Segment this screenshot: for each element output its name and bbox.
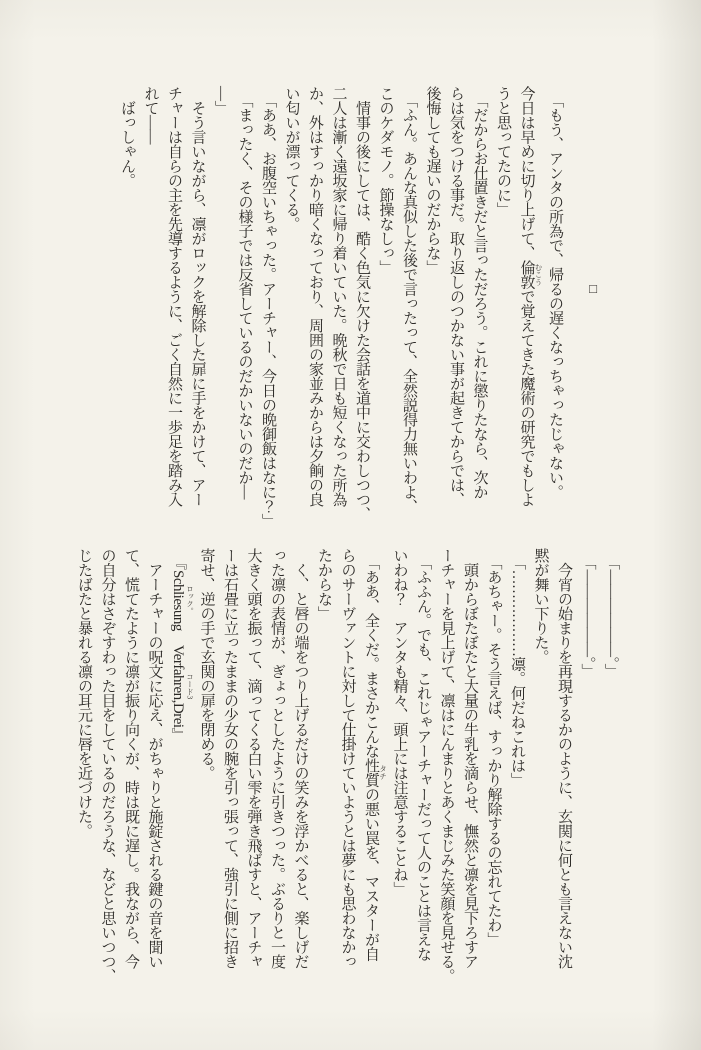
text-block-top xyxy=(115,86,567,556)
text-column: 「ふふん。でも、これじゃアーチャーだって人のことは言えな xyxy=(415,548,431,961)
text-column: の自分はさぞすわった目をしているのだろうな、などと思いつつ、 xyxy=(99,548,116,983)
text-column: 黙が舞い下りた。 xyxy=(532,548,549,664)
text-column: 今日は早めに切り上げて、倫敦 むこうで覚えてきた魔術の研究でもしよ xyxy=(518,86,543,507)
text-column: 二人は漸く遠坂家に帰り着いていた。晩秋で日も短くなった所為 xyxy=(330,86,347,507)
text-column: 「ふん。あんな真似した後で言ったって、全然説得力無いわよ、 xyxy=(401,86,417,514)
text-column: らは気をつける事だ。取り返しのつかない事が起きてからでは、 xyxy=(448,86,464,507)
text-column: そう言いながら、凛がロックを解除した扉に手をかけて、アー xyxy=(189,86,206,507)
text-block-bottom xyxy=(72,548,623,1028)
text-column: く、と唇の端をつり上げるだけの笑みを浮かべると、楽しげだ xyxy=(292,548,309,969)
text-column: 「だからお仕置きだと言っただろう。これに懲りたなら、次か xyxy=(471,86,488,499)
text-column: このケダモノ。節操なしっ」 xyxy=(377,86,394,275)
text-column: たからな」 xyxy=(316,548,332,621)
text-column: 「――――――。」 xyxy=(579,548,596,678)
text-column: ―」 xyxy=(213,86,229,115)
text-column: 「まったく、その様子では反省しているのだかいないのだか― xyxy=(236,86,253,499)
text-column: 「あちゃー。そう言えば、すっかり解除するの忘れてたわ」 xyxy=(485,548,502,947)
text-column: らのサーヴァントに対して仕掛けていようとは夢にも思わなかっ xyxy=(339,548,356,969)
text-column: じたばたと暴れる凛の耳元に唇を近づけた。 xyxy=(76,548,92,838)
text-column: か、外はすっかり暗くなっており、周囲の家並みからは夕餉の良 xyxy=(307,86,323,507)
text-column: 後悔しても遅いのだからな」 xyxy=(424,86,441,275)
text-column: いわね？ アンタも精々、頭上には注意することね」 xyxy=(391,548,408,896)
text-column: 寄せ、逆の手で玄関の扉を閉める。 xyxy=(198,548,215,780)
section-divider: □ xyxy=(589,281,597,296)
text-column: て、慌てたように凛が振り向くが、時は既に遅し。我ながら、今 xyxy=(123,548,139,969)
text-column: い匂いが漂ってくる。 xyxy=(283,86,300,231)
text-column: 頭からぼたぼたと大量の牛乳を滴らせ、憮然と凛を見下ろすア xyxy=(462,548,478,969)
text-column: チャーは自らの主を先導するように、ごく自然に一歩足を踏み入 xyxy=(166,86,182,507)
text-column: 「――――――。」 xyxy=(603,548,619,678)
text-column: うと思ってたのに」 xyxy=(495,86,511,217)
text-column: ばっしゃん。 xyxy=(119,86,135,188)
text-column: ーは石畳に立ったままの少女の腕を引っ張って、強引に側に招き xyxy=(222,548,238,969)
text-column: れて―― xyxy=(142,86,159,144)
text-column: 「ああ、お腹空いちゃった。アーチャー、今日の晩御飯はなに？」 xyxy=(260,86,276,528)
text-column: 今宵の始まりを再現するかのように、玄関に何とも言えない沈 xyxy=(556,548,572,969)
text-column: 情事の後にしては、酷く色気に欠けた会話を道中に交わしつつ、 xyxy=(354,86,370,521)
text-column: 大きく頭を振って、滴ってくる白い雫を弾き飛ばすと、アーチャ xyxy=(245,548,262,969)
text-column: 「ああ、全くだ。まさかこんな性質 タチの悪い罠を、マスターが自 xyxy=(363,548,388,961)
text-column: 「………………凛。何だねこれは」 xyxy=(509,548,525,787)
text-column: った凛の表情が、ぎょっとしたように引きつった。ぶるりと一度 xyxy=(269,548,285,969)
text-column: 『Schliesung ロック。 Verfahren,Drei コード3』 xyxy=(170,548,195,742)
text-column: ーチャーを見上げて、凛はにんまりとあくまじみた笑顔を見せる。 xyxy=(438,548,455,983)
text-column: 「もう、アンタの所為で、帰るの遅くなっちゃったじゃない。 xyxy=(547,86,563,499)
text-column: アーチャーの呪文に応え、がちゃりと施錠される鍵の音を聞い xyxy=(146,548,163,969)
